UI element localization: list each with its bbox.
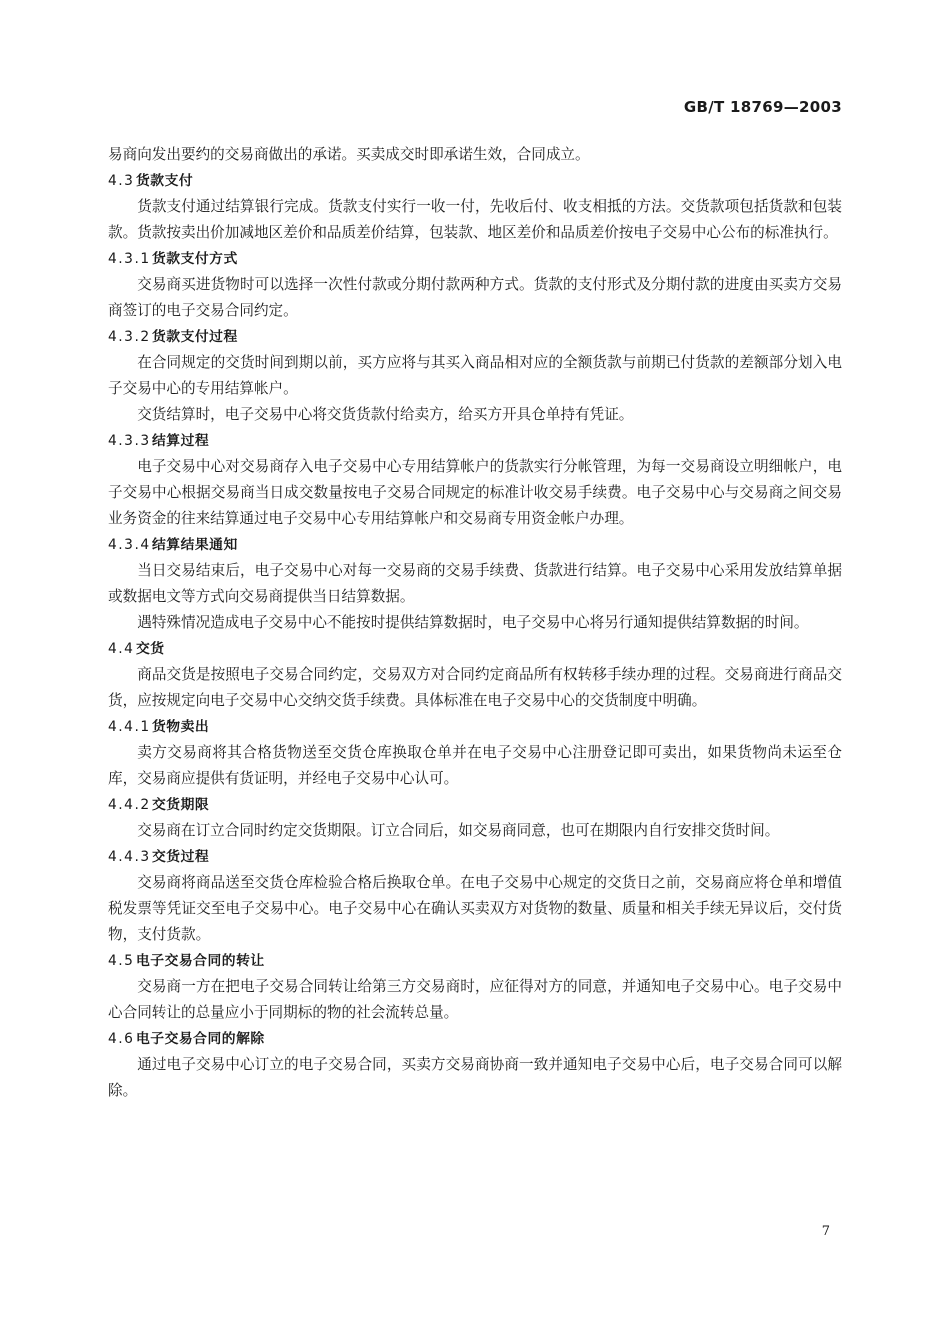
- body-paragraph: 商品交货是按照电子交易合同约定，交易双方对合同约定商品所有权转移手续办理的过程。交易商进行商品交货，应按规定向电子交易中心交纳交货手续费。具体标准在电子交易中心的交货制度中明确。: [108, 666, 842, 709]
- body-paragraph: 遇特殊情况造成电子交易中心不能按时提供结算数据时，电子交易中心将另行通知提供结算数据的时间。: [137, 614, 809, 631]
- section-number: 4.3.1: [108, 251, 151, 267]
- body-paragraph: 交易商在订立合同时约定交货期限。订立合同后，如交易商同意，也可在期限内自行安排交货时间。: [137, 822, 780, 839]
- body-paragraph: 交易商将商品送至交货仓库检验合格后换取仓单。在电子交易中心规定的交货日之前，交易商应将仓单和增值税发票等凭证交至电子交易中心。电子交易中心在确认买卖双方对货物的数量、质量和相关手续无异议后，交付货物，支付货款。: [108, 874, 842, 943]
- body-paragraph: 通过电子交易中心订立的电子交易合同，买卖方交易商协商一致并通知电子交易中心后，电子交易合同可以解除。: [108, 1056, 842, 1099]
- section-title: 货款支付过程: [152, 329, 238, 345]
- section-heading: [108, 792, 842, 818]
- body-paragraph: 交货结算时，电子交易中心将交货货款付给卖方，给买方开具仓单持有凭证。: [137, 406, 634, 423]
- page-number: 7: [821, 1224, 830, 1239]
- section-number: 4.3.3: [108, 433, 151, 449]
- section-number: 4.6: [108, 1031, 135, 1047]
- section-number: 4.4: [108, 641, 135, 657]
- section-title: 交货: [136, 641, 165, 657]
- body-paragraph: 在合同规定的交货时间到期以前，买方应将与其买入商品相对应的全额货款与前期已付货款的差额部分划入电子交易中心的专用结算帐户。: [108, 354, 842, 397]
- section-title: 货款支付方式: [152, 251, 238, 267]
- section-heading: [108, 428, 842, 454]
- section-heading: [108, 324, 842, 350]
- body-paragraph: 卖方交易商将其合格货物送至交货仓库换取仓单并在电子交易中心注册登记即可卖出，如果货物尚未运至仓库，交易商应提供有货证明，并经电子交易中心认可。: [108, 744, 842, 787]
- body-paragraph: 货款支付通过结算银行完成。货款支付实行一收一付，先收后付、收支相抵的方法。交货款项包括货款和包装款。货款按卖出价加减地区差价和品质差价结算，包装款、地区差价和品质差价按电子交易中心公布的标准执行。: [108, 198, 842, 241]
- section-title: 交货过程: [152, 849, 210, 865]
- section-heading: [108, 714, 842, 740]
- section-heading: [108, 844, 842, 870]
- section-title: 电子交易合同的解除: [136, 1031, 265, 1047]
- section-title: 货物卖出: [152, 719, 210, 735]
- section-title: 结算结果通知: [152, 537, 238, 553]
- section-number: 4.3: [108, 173, 135, 189]
- section-number: 4.3.2: [108, 329, 151, 345]
- section-title: 货款支付: [136, 173, 194, 189]
- section-title: 电子交易合同的转让: [136, 953, 265, 969]
- section-number: 4.3.4: [108, 537, 151, 553]
- section-heading: [108, 1026, 842, 1052]
- section-heading: [108, 168, 842, 194]
- body-paragraph: 交易商一方在把电子交易合同转让给第三方交易商时，应征得对方的同意，并通知电子交易中心。电子交易中心合同转让的总量应小于同期标的物的社会流转总量。: [108, 978, 842, 1021]
- body-paragraph: 交易商买进货物时可以选择一次性付款或分期付款两种方式。货款的支付形式及分期付款的进度由买卖方交易商签订的电子交易合同约定。: [108, 276, 842, 319]
- body-paragraph: 当日交易结束后，电子交易中心对每一交易商的交易手续费、货款进行结算。电子交易中心采用发放结算单据或数据电文等方式向交易商提供当日结算数据。: [108, 562, 842, 605]
- section-heading: [108, 246, 842, 272]
- standard-code-header: GB/T 18769—2003: [683, 98, 842, 116]
- section-title: 交货期限: [152, 797, 210, 813]
- section-number: 4.4.1: [108, 719, 151, 735]
- body-paragraph: 易商向发出要约的交易商做出的承诺。买卖成交时即承诺生效，合同成立。: [108, 146, 590, 163]
- section-heading: [108, 636, 842, 662]
- section-number: 4.4.2: [108, 797, 151, 813]
- section-number: 4.5: [108, 953, 135, 969]
- section-heading: [108, 948, 842, 974]
- section-number: 4.4.3: [108, 849, 151, 865]
- document-body: [108, 142, 842, 1104]
- body-paragraph: 电子交易中心对交易商存入电子交易中心专用结算帐户的货款实行分帐管理，为每一交易商设立明细帐户，电子交易中心根据交易商当日成交数量按电子交易合同规定的标准计收交易手续费。电子交易中心与交易商之间交易业务资金的往来结算通过电子交易中心专用结算帐户和交易商专用资金帐户办理。: [108, 458, 842, 527]
- section-heading: [108, 532, 842, 558]
- section-title: 结算过程: [152, 433, 210, 449]
